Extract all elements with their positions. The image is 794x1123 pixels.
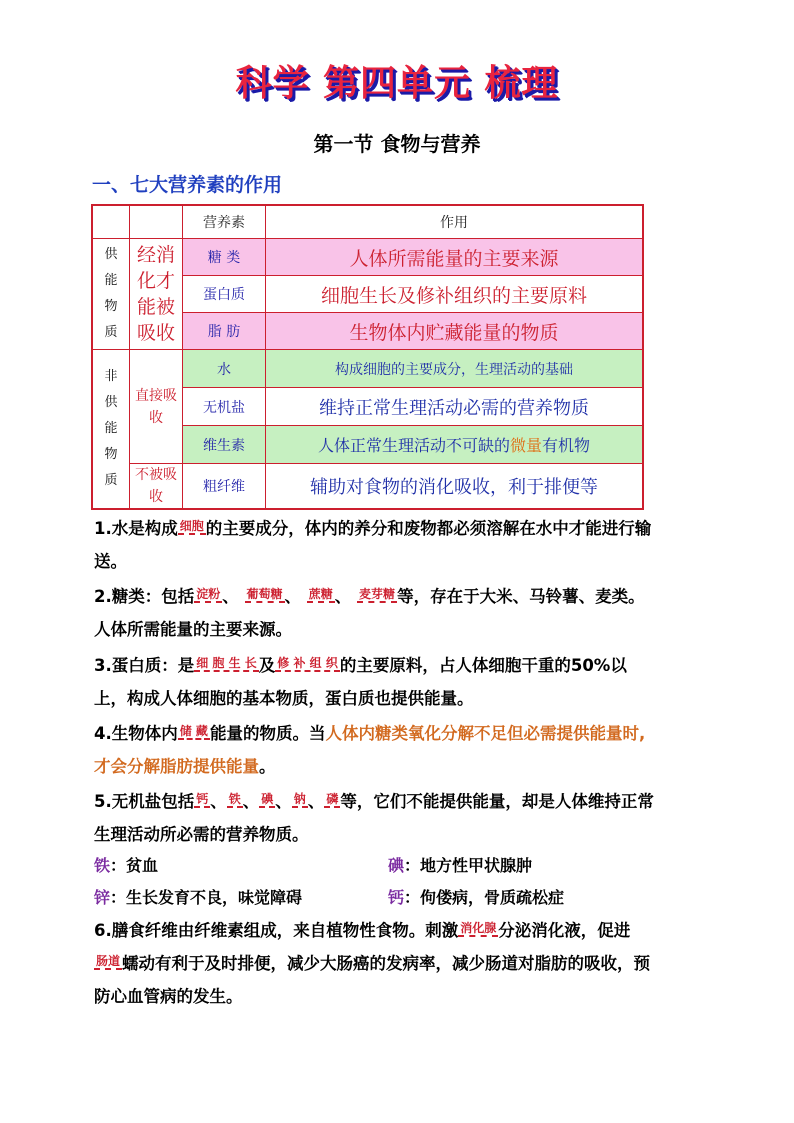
absorb-none: 不被吸收 bbox=[130, 464, 183, 510]
group-nonsupply: 非 供 能 物 质 bbox=[92, 350, 130, 510]
answer-blank: 蔗糖 bbox=[308, 587, 333, 601]
table-row bbox=[92, 239, 643, 276]
header-nutrient: 营养素 bbox=[183, 205, 266, 239]
answer-blank: 消化腺 bbox=[460, 921, 497, 935]
answer-blank: 碘 bbox=[261, 792, 274, 806]
answer-blank: 铁 bbox=[228, 792, 241, 806]
paragraph-5: 5.无机盐包括 钙 、 铁 、 碘 、 钠 、 磷 等，它们不能提供能量，却是人体维持正常生理活动所必需的营养物质。 bbox=[94, 792, 654, 844]
nutrient-function: 辅助对食物的消化吸收，利于排便等 bbox=[266, 464, 644, 510]
main-title: 科学 第四单元 梳理 bbox=[235, 63, 559, 104]
group-supply: 供 能 物 质 bbox=[92, 239, 130, 350]
paragraph-3: 3.蛋白质：是 细 胞 生 长 及 修 补 组 织 的主要原料，占人体细胞干重的50%以上，构成人体细胞的基本物质，蛋白质也提供能量。 bbox=[94, 656, 627, 708]
answer-blank: 储 藏 bbox=[179, 724, 208, 738]
absorb-digest: 经消化才能被吸收 bbox=[130, 239, 183, 350]
answer-blank: 淀粉 bbox=[196, 587, 221, 601]
header-function: 作用 bbox=[266, 205, 644, 239]
table-row bbox=[92, 350, 643, 388]
nutrient-name: 糖 类 bbox=[183, 239, 266, 276]
answer-blank: 修 补 组 织 bbox=[277, 656, 338, 670]
answer-blank: 细 胞 生 长 bbox=[196, 656, 257, 670]
nutrient-table bbox=[91, 204, 644, 510]
paragraph-1: 1.水是构成 细胞 的主要成分，体内的养分和废物都必须溶解在水中才能进行输送。 bbox=[94, 519, 652, 571]
nutrient-name: 蛋白质 bbox=[183, 276, 266, 313]
sub-title: 一、七大营养素的作用 bbox=[92, 174, 283, 196]
answer-blank: 钠 bbox=[293, 792, 306, 806]
paragraph-2: 2.糖类：包括 淀粉 、 葡萄糖 、 蔗糖 、 麦芽糖 等，存在于大米、马铃薯、麦类。人体所需能量的主要来源。 bbox=[94, 587, 645, 639]
nutrient-name: 粗纤维 bbox=[183, 464, 266, 510]
nutrient-function: 细胞生长及修补组织的主要原料 bbox=[266, 276, 644, 313]
nutrient-name: 水 bbox=[183, 350, 266, 388]
answer-blank: 钙 bbox=[196, 792, 209, 806]
table-row bbox=[92, 464, 643, 510]
answer-blank: 磷 bbox=[326, 792, 339, 806]
highlight-trace: 微量 bbox=[509, 436, 542, 455]
mineral-calcium: 钙：佝偻病，骨质疏松症 bbox=[388, 888, 565, 907]
answer-blank: 细胞 bbox=[179, 519, 204, 533]
paragraph-6: 6.膳食纤维由纤维素组成，来自植物性食物。刺激 消化腺 分泌消化液，促进 肠道 蠕动有利于及时排便，减少大肠癌的发病率，减少肠道对脂肪的吸收，预防心血管病的发生。 bbox=[94, 921, 651, 1006]
nutrient-name: 维生素 bbox=[183, 426, 266, 464]
nutrient-name: 无机盐 bbox=[183, 388, 266, 426]
answer-blank: 肠道 bbox=[96, 954, 121, 968]
answer-blank: 葡萄糖 bbox=[246, 587, 283, 601]
nutrient-function: 生物体内贮藏能量的物质 bbox=[266, 313, 644, 350]
highlight-fat: 人体内糖类氧化分解不足但必需提供能量时,才会分解脂肪提供能量 bbox=[94, 724, 646, 776]
mineral-iron: 铁：贫血 bbox=[94, 856, 159, 875]
table-header-row bbox=[92, 205, 643, 239]
paragraph-4: 4.生物体内 储 藏 能量的物质。当人体内糖类氧化分解不足但必需提供能量时,才会分解脂肪提供能量。 bbox=[94, 724, 646, 776]
nutrient-function: 人体所需能量的主要来源 bbox=[266, 239, 644, 276]
nutrient-function: 人体正常生理活动不可缺的微量有机物 bbox=[266, 426, 644, 464]
answer-blank: 麦芽糖 bbox=[359, 587, 396, 601]
nutrient-name: 脂 肪 bbox=[183, 313, 266, 350]
section-title: 第一节 食物与营养 bbox=[313, 132, 481, 156]
nutrient-function: 维持正常生理活动必需的营养物质 bbox=[266, 388, 644, 426]
mineral-zinc: 锌：生长发育不良，味觉障碍 bbox=[94, 888, 303, 907]
mineral-iodine: 碘：地方性甲状腺肿 bbox=[388, 856, 533, 875]
nutrient-function: 构成细胞的主要成分，生理活动的基础 bbox=[266, 350, 644, 388]
absorb-direct: 直接吸收 bbox=[130, 350, 183, 464]
